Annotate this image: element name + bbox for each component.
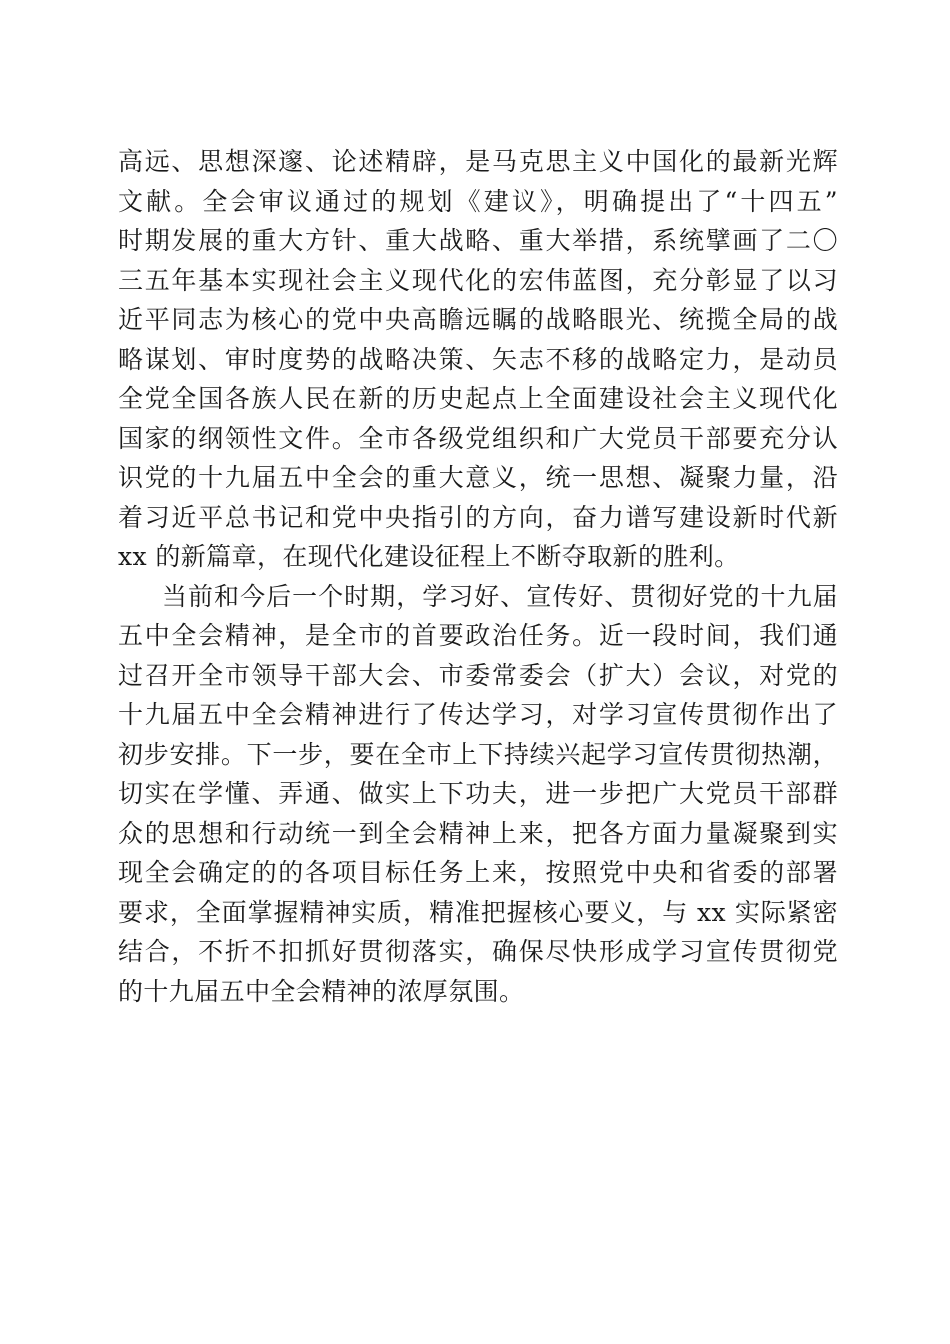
paragraph-line: xx 的新篇章，在现代化建设征程上不断夺取新的胜利。: [118, 542, 740, 571]
paragraph-line: 近平同志为核心的党中央高瞻远瞩的战略眼光、统揽全局的战: [118, 305, 838, 334]
paragraph-1: [118, 142, 838, 577]
paragraph-line: 现全会确定的的各项目标任务上来，按照党中央和省委的部署: [118, 858, 838, 887]
paragraph-line: 过召开全市领导干部大会、市委常委会（扩大）会议，对党的: [118, 660, 838, 690]
paragraph-line: 十九届五中全会精神进行了传达学习，对学习宣传贯彻作出了: [118, 700, 838, 729]
paragraph-2: [118, 577, 838, 1012]
paragraph-line: 国家的纲领性文件。全市各级党组织和广大党员干部要充分认: [118, 423, 838, 453]
paragraph-line: 结合，不折不扣抓好贯彻落实，确保尽快形成学习宣传贯彻党: [118, 937, 838, 966]
document-body: [118, 142, 838, 1011]
paragraph-line: 要求，全面掌握精神实质，精准把握核心要义，与 xx 实际紧密: [118, 897, 838, 927]
paragraph-line: 高远、思想深邃、论述精辟，是马克思主义中国化的最新光辉: [118, 147, 838, 176]
paragraph-line: 初步安排。下一步，要在全市上下持续兴起学习宣传贯彻热潮，: [118, 739, 838, 769]
paragraph-line: 众的思想和行动统一到全会精神上来，把各方面力量凝聚到实: [118, 818, 838, 848]
paragraph-line: 略谋划、审时度势的战略决策、矢志不移的战略定力，是动员: [118, 344, 838, 374]
paragraph-line: 文献。全会审议通过的规划《建议》，明确提出了“十四五”: [118, 186, 838, 216]
paragraph-line: 时期发展的重大方针、重大战略、重大举措，系统擘画了二〇: [118, 226, 838, 255]
paragraph-line: 五中全会精神，是全市的首要政治任务。近一段时间，我们通: [118, 621, 838, 650]
paragraph-line: 全党全国各族人民在新的历史起点上全面建设社会主义现代化: [118, 384, 838, 413]
paragraph-line: 三五年基本实现社会主义现代化的宏伟蓝图，充分彰显了以习: [118, 265, 838, 295]
paragraph-line: 当前和今后一个时期，学习好、宣传好、贯彻好党的十九届: [162, 581, 838, 611]
paragraph-line: 识党的十九届五中全会的重大意义，统一思想、凝聚力量，沿: [118, 463, 838, 492]
paragraph-line: 的十九届五中全会精神的浓厚氛围。: [118, 976, 525, 1006]
paragraph-line: 着习近平总书记和党中央指引的方向，奋力谱写建设新时代新: [118, 502, 838, 532]
paragraph-line: 切实在学懂、弄通、做实上下功夫，进一步把广大党员干部群: [118, 779, 838, 808]
